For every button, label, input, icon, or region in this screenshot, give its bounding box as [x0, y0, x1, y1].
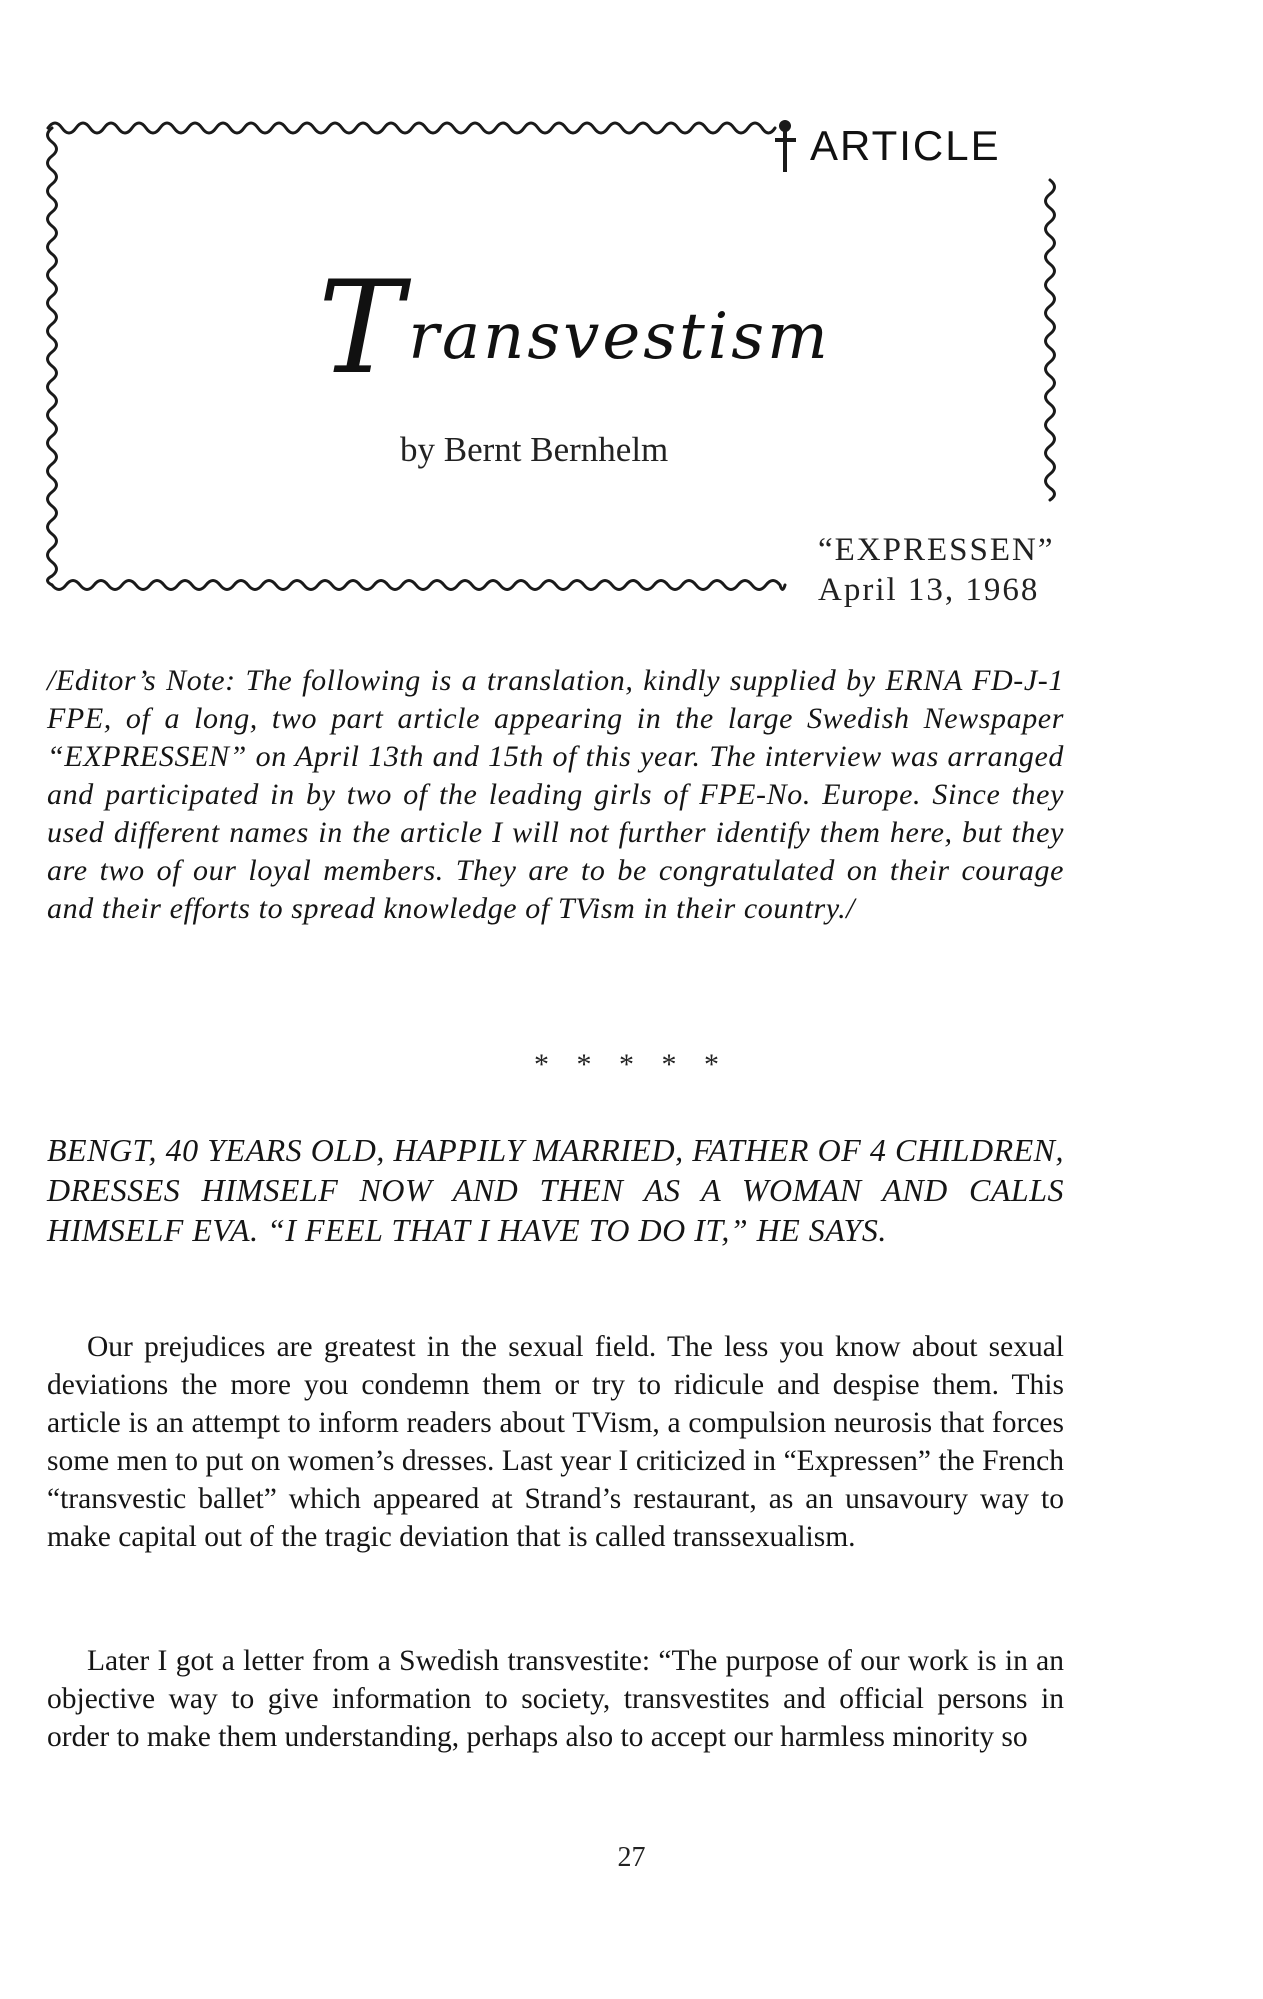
section-separator: * * * * *: [534, 1048, 729, 1081]
article-headline: BENGT, 40 YEARS OLD, HAPPILY MARRIED, FATHER OF 4 CHILDREN, DRESSES HIMSELF NOW AND THEN AS A WOMAN AND CALLS HIMSELF EVA. “I FEEL THAT I HAVE TO DO IT,” HE SAYS.: [47, 1132, 1064, 1248]
bottom-border-ornament: [52, 581, 785, 590]
title-rest: ransvestism: [408, 300, 831, 374]
source-name: “EXPRESSEN”: [818, 532, 1055, 568]
editor-note: /Editor’s Note: The following is a translation, kindly supplied by ERNA FD-J-1 FPE, of a long, two part article appearing in the large Swedish Newspaper “EXPRESSEN” on April 13th and 15th of this year. The interview was arranged and participated in by two of the leading girls of FPE-No. Europe. Since they used different names in the article I will not further identify them here, but they are two of our loyal members. They are to be congratulated on their courage and their efforts to spread knowledge of TVism in their country./: [47, 664, 1064, 925]
dagger-ornament: [775, 122, 796, 172]
section-tag: ARTICLE: [810, 122, 1001, 169]
body-paragraph: Later I got a letter from a Swedish transvestite: “The purpose of our work is in an objective way to give information to society, transvestites and official persons in order to make them understanding, perhaps also to accept our harmless minority so: [47, 1644, 1064, 1753]
top-border-ornament: [48, 123, 775, 133]
left-border-ornament: [48, 128, 57, 585]
right-border-ornament: [1046, 180, 1055, 500]
article-title: [318, 254, 878, 403]
source-info: [818, 530, 1078, 610]
body-paragraph: Our prejudices are greatest in the sexual field. The less you know about sexual deviations the more you condemn them or try to ridicule and despise them. This article is an attempt to inform readers about TVism, a compulsion neurosis that forces some men to put on women’s dresses. Last year I criticized in “Expressen” the French “transvestic ballet” which appeared at Strand’s restaurant, as an unsavoury way to make capital out of the tragic deviation that is called transsexualism.: [47, 1330, 1064, 1553]
page-number: 27: [617, 1842, 646, 1873]
source-date: April 13, 1968: [818, 572, 1040, 608]
title-initial: T: [318, 254, 407, 403]
byline: by Bernt Bernhelm: [400, 430, 669, 469]
